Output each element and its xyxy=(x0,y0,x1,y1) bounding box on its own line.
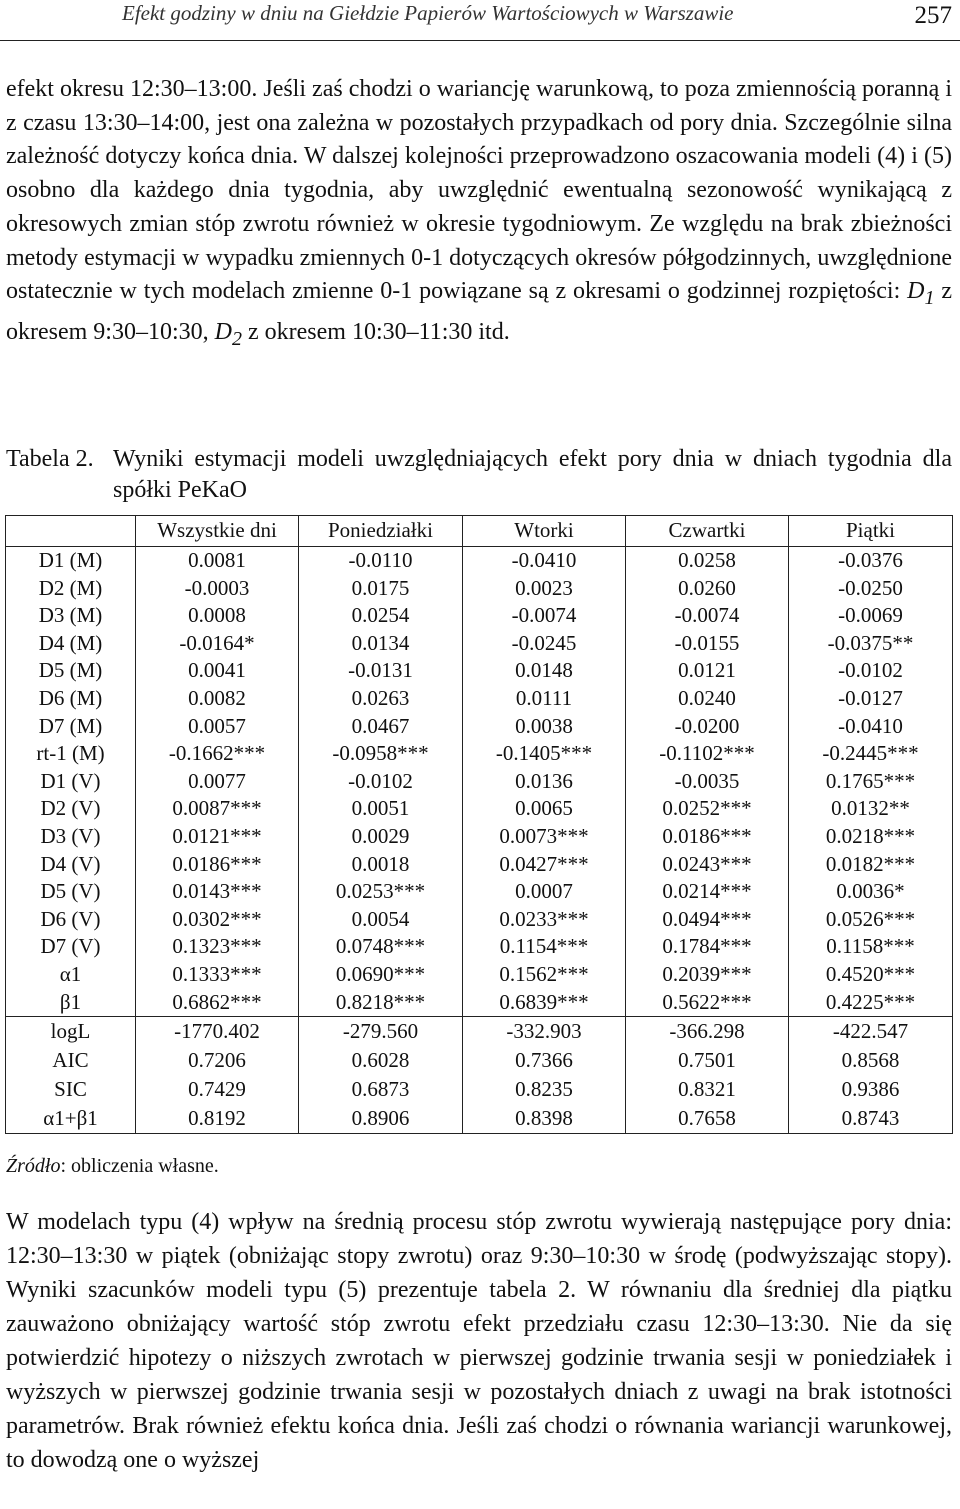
row-label: β1 xyxy=(6,989,136,1017)
table-cell: 0.0054 xyxy=(299,906,463,934)
table-cell: -0.0958*** xyxy=(299,740,463,768)
table-cell: -0.0102 xyxy=(299,768,463,796)
table-row xyxy=(6,961,953,989)
table-cell: -1770.402 xyxy=(136,1017,299,1047)
table-row xyxy=(6,795,953,823)
table-cell: 0.4520*** xyxy=(789,961,953,989)
table-header-row xyxy=(6,516,953,547)
table-body xyxy=(6,547,953,1134)
row-label: rt-1 (M) xyxy=(6,740,136,768)
row-label: α1 xyxy=(6,961,136,989)
table-cell: -0.0110 xyxy=(299,547,463,575)
table-cell: 0.4225*** xyxy=(789,989,953,1017)
table-cell: 0.8906 xyxy=(299,1104,463,1134)
paragraph-text: z okresem 9:30–10:30, xyxy=(6,278,953,345)
table-cell: 0.0186*** xyxy=(626,823,789,851)
table-cell: 0.0252*** xyxy=(626,795,789,823)
table-row xyxy=(6,768,953,796)
table-cell: -0.1405*** xyxy=(463,740,626,768)
table-cell: -0.0375** xyxy=(789,630,953,658)
table-row xyxy=(6,906,953,934)
table-cell: 0.0057 xyxy=(136,713,299,741)
table-cell: 0.0690*** xyxy=(299,961,463,989)
row-label: D1 (V) xyxy=(6,768,136,796)
table-cell: 0.0087*** xyxy=(136,795,299,823)
table-cell: 0.7501 xyxy=(626,1046,789,1075)
table-cell: 0.0073*** xyxy=(463,823,626,851)
table-cell: 0.0134 xyxy=(299,630,463,658)
table-row xyxy=(6,630,953,658)
table-cell: -0.0164* xyxy=(136,630,299,658)
row-label: D4 (M) xyxy=(6,630,136,658)
caption-text: Wyniki estymacji modeli uwzględniających efekt pory dnia w dniach tygodnia dla spółki PeKaO xyxy=(113,446,952,503)
row-label: D2 (M) xyxy=(6,575,136,603)
table-cell: 0.0186*** xyxy=(136,851,299,879)
row-label: logL xyxy=(6,1017,136,1047)
table-cell: 0.0214*** xyxy=(626,878,789,906)
row-label: D3 (V) xyxy=(6,823,136,851)
table-cell: 0.8235 xyxy=(463,1075,626,1104)
running-header xyxy=(0,0,960,41)
table-cell: -0.1662*** xyxy=(136,740,299,768)
column-header: Wtorki xyxy=(463,516,626,547)
row-label: D7 (V) xyxy=(6,933,136,961)
table-cell: 0.8568 xyxy=(789,1046,953,1075)
row-label: D5 (V) xyxy=(6,878,136,906)
source-text: : obliczenia własne. xyxy=(60,1155,219,1177)
paragraph-text: z okresem 10:30–11:30 itd. xyxy=(241,318,510,345)
table-row xyxy=(6,851,953,879)
source-label: Źródło xyxy=(6,1155,61,1177)
table-row xyxy=(6,1075,953,1104)
table-cell: -422.547 xyxy=(789,1017,953,1047)
table-row xyxy=(6,685,953,713)
variable-letter: D xyxy=(214,318,232,345)
table-cell: 0.0218*** xyxy=(789,823,953,851)
row-label: D4 (V) xyxy=(6,851,136,879)
table-cell: 0.1765*** xyxy=(789,768,953,796)
table-cell: -0.0200 xyxy=(626,713,789,741)
table-cell: -0.0102 xyxy=(789,657,953,685)
table-cell: 0.1562*** xyxy=(463,961,626,989)
table-cell: 0.6839*** xyxy=(463,989,626,1017)
table-cell: 0.0427*** xyxy=(463,851,626,879)
table-cell: 0.0254 xyxy=(299,602,463,630)
table-cell: 0.0007 xyxy=(463,878,626,906)
table-cell: 0.0051 xyxy=(299,795,463,823)
table-row xyxy=(6,1104,953,1134)
table-cell: 0.0175 xyxy=(299,575,463,603)
table-cell: 0.0038 xyxy=(463,713,626,741)
table-cell: 0.0023 xyxy=(463,575,626,603)
table-row xyxy=(6,713,953,741)
table-cell: 0.1158*** xyxy=(789,933,953,961)
body-paragraph-2: W modelach typu (4) wpływ na średnią procesu stóp zwrotu wywierają następujące pory dnia: 12:30–13:30 w piątek (obniżając stopy zwrotu) oraz 9:30–10:30 w środę (podwyższając stopy). Wyniki szacunków modeli typu (5) prezentuje tabela 2. W równaniu dla średniej dla piątku zauważono obniżający wartość stóp zwrotu efekt przedziału czasu 12:30–13:30. Nie da się potwierdzić hipotezy o niższych zwrotach w pierwszej godzinie trwania sesji w poniedziałek i wyższych w pierwszej godzinie trwania sesji w pozostałych dniach z uwagi na brak istotności parametrów. Brak również efektu końca dnia. Jeśli zaś chodzi o równania wariancji warunkowej, to dowodzą one o wyższej xyxy=(6,1209,952,1473)
table-cell: -0.0376 xyxy=(789,547,953,575)
header-cell-empty xyxy=(6,516,136,547)
table-row xyxy=(6,740,953,768)
row-label: D2 (V) xyxy=(6,795,136,823)
variable-subscript: 2 xyxy=(231,327,242,350)
column-header: Czwartki xyxy=(626,516,789,547)
table-cell: 0.0008 xyxy=(136,602,299,630)
table-cell: 0.0121*** xyxy=(136,823,299,851)
table-cell: 0.6873 xyxy=(299,1075,463,1104)
table-cell: -0.2445*** xyxy=(789,740,953,768)
table-cell: 0.1323*** xyxy=(136,933,299,961)
variable-d1 xyxy=(907,278,935,310)
table-cell: -0.1102*** xyxy=(626,740,789,768)
running-title: Efekt godziny w dniu na Giełdzie Papierów Wartościowych w Warszawie xyxy=(122,1,734,25)
table-cell: 0.7658 xyxy=(626,1104,789,1134)
table-cell: -0.0410 xyxy=(789,713,953,741)
table-cell: 0.0240 xyxy=(626,685,789,713)
body-paragraph-1 xyxy=(6,73,952,356)
table-cell: 0.0263 xyxy=(299,685,463,713)
table-row xyxy=(6,878,953,906)
table-row xyxy=(6,657,953,685)
table-cell: -0.0074 xyxy=(463,602,626,630)
table-cell: -0.0410 xyxy=(463,547,626,575)
table-row xyxy=(6,575,953,603)
table-row xyxy=(6,1017,953,1047)
table-cell: 0.0494*** xyxy=(626,906,789,934)
table-cell: 0.0136 xyxy=(463,768,626,796)
row-label: D6 (V) xyxy=(6,906,136,934)
column-header: Wszystkie dni xyxy=(136,516,299,547)
caption-label: Tabela 2. xyxy=(6,446,94,472)
table-cell: 0.0036* xyxy=(789,878,953,906)
table-cell: 0.0260 xyxy=(626,575,789,603)
column-header: Piątki xyxy=(789,516,953,547)
table-cell: -0.0003 xyxy=(136,575,299,603)
table-cell: 0.1333*** xyxy=(136,961,299,989)
table-cell: 0.0748*** xyxy=(299,933,463,961)
table-cell: 0.0143*** xyxy=(136,878,299,906)
table-cell: 0.0148 xyxy=(463,657,626,685)
table-row xyxy=(6,823,953,851)
table-cell: 0.1154*** xyxy=(463,933,626,961)
table-cell: 0.0029 xyxy=(299,823,463,851)
table-row xyxy=(6,1046,953,1075)
table-cell: 0.2039*** xyxy=(626,961,789,989)
row-label: D3 (M) xyxy=(6,602,136,630)
row-label: D6 (M) xyxy=(6,685,136,713)
table-cell: 0.0526*** xyxy=(789,906,953,934)
table-cell: 0.9386 xyxy=(789,1075,953,1104)
table-cell: 0.0082 xyxy=(136,685,299,713)
table-cell: 0.8398 xyxy=(463,1104,626,1134)
table-cell: 0.6862*** xyxy=(136,989,299,1017)
table-cell: 0.6028 xyxy=(299,1046,463,1075)
table-cell: 0.8743 xyxy=(789,1104,953,1134)
table-cell: 0.7366 xyxy=(463,1046,626,1075)
table-cell: 0.0065 xyxy=(463,795,626,823)
table-cell: 0.0467 xyxy=(299,713,463,741)
table-cell: -0.0245 xyxy=(463,630,626,658)
table-cell: -332.903 xyxy=(463,1017,626,1047)
row-label: D7 (M) xyxy=(6,713,136,741)
variable-letter: D xyxy=(907,278,925,305)
row-label: α1+β1 xyxy=(6,1104,136,1134)
table-cell: -0.0074 xyxy=(626,602,789,630)
table-cell: 0.0243*** xyxy=(626,851,789,879)
paragraph-text: efekt okresu 12:30–13:00. Jeśli zaś chodzi o wariancję warunkową, to poza zmiennością poranną i z czasu 13:30–14:00, jest ona zależna w pozostałych przypadkach od pory dnia. Szczególnie silna zależność dotyczy końca dnia. W dalszej kolejności przeprowadzono oszacowania modeli (4) i (5) osobno dla każdego dnia tygodnia, aby uwzględnić ewentualną sezonowość wynikającą z okresowych zmian stóp zwrotu również w okresie tygodniowym. Ze względu na brak zbieżności metody estymacji w wypadku zmiennych 0-1 dotyczących okresów półgodzinnych, uwzględnione ostatecznie w tych modelach zmienne 0-1 powiązane są z okresami o godzinnej rozpiętości: xyxy=(6,76,952,305)
table-cell: 0.0233*** xyxy=(463,906,626,934)
table-cell: 0.0182*** xyxy=(789,851,953,879)
table-cell: -0.0069 xyxy=(789,602,953,630)
row-label: D5 (M) xyxy=(6,657,136,685)
table-cell: 0.0111 xyxy=(463,685,626,713)
variable-subscript: 1 xyxy=(924,287,935,310)
table-cell: 0.0077 xyxy=(136,768,299,796)
table-cell: -0.0250 xyxy=(789,575,953,603)
table-cell: 0.8192 xyxy=(136,1104,299,1134)
table-row xyxy=(6,547,953,575)
table-cell: -0.0131 xyxy=(299,657,463,685)
table-cell: 0.8321 xyxy=(626,1075,789,1104)
table-cell: 0.0258 xyxy=(626,547,789,575)
variable-d2 xyxy=(214,318,242,350)
table-cell: -366.298 xyxy=(626,1017,789,1047)
table-cell: -0.0155 xyxy=(626,630,789,658)
table-cell: 0.0253*** xyxy=(299,878,463,906)
table-cell: 0.7206 xyxy=(136,1046,299,1075)
row-label: AIC xyxy=(6,1046,136,1075)
table-cell: -279.560 xyxy=(299,1017,463,1047)
table-cell: 0.7429 xyxy=(136,1075,299,1104)
row-label: D1 (M) xyxy=(6,547,136,575)
table-cell: 0.0041 xyxy=(136,657,299,685)
table-cell: 0.0302*** xyxy=(136,906,299,934)
table-source-note xyxy=(6,1153,219,1179)
results-table xyxy=(5,515,953,1134)
table-cell: 0.1784*** xyxy=(626,933,789,961)
table-cell: 0.0121 xyxy=(626,657,789,685)
table-row xyxy=(6,602,953,630)
column-header: Poniedziałki xyxy=(299,516,463,547)
table-cell: 0.0081 xyxy=(136,547,299,575)
table-cell: 0.0132** xyxy=(789,795,953,823)
table-cell: 0.5622*** xyxy=(626,989,789,1017)
table-row xyxy=(6,989,953,1017)
table-cell: 0.8218*** xyxy=(299,989,463,1017)
table-cell: 0.0018 xyxy=(299,851,463,879)
table-row xyxy=(6,933,953,961)
row-label: SIC xyxy=(6,1075,136,1104)
page-number: 257 xyxy=(914,2,952,29)
table-cell: -0.0035 xyxy=(626,768,789,796)
table-cell: -0.0127 xyxy=(789,685,953,713)
